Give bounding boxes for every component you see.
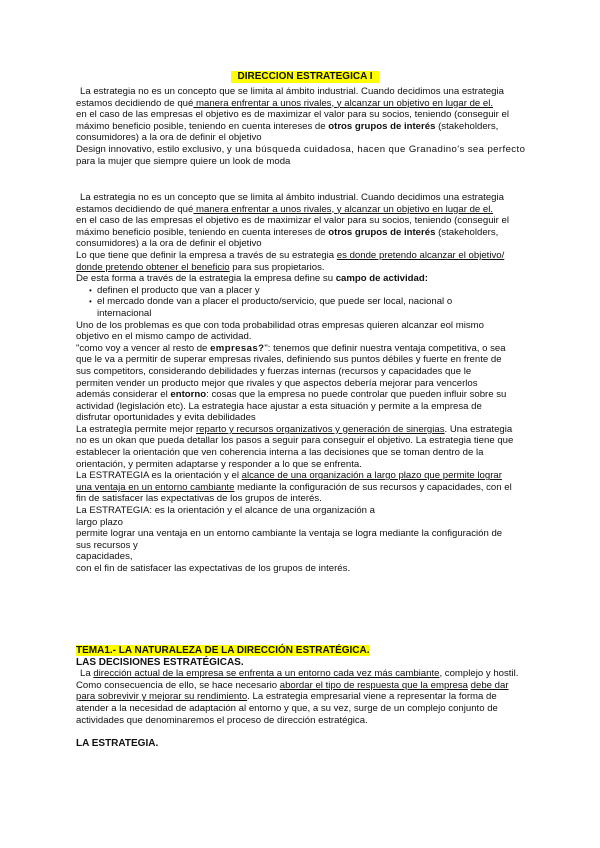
text-span: , complejo y hostil. — [439, 668, 519, 680]
underlined-text: alcance de una organización a largo plazo que permite lograr — [241, 470, 502, 482]
text-line: actividades que denominaremos el proceso de dirección estratégica. — [76, 714, 368, 726]
text-line: establecer la orientación que ven coherencia interna a las decisiones que se toman dentro de la — [76, 447, 484, 459]
bold-text: otros grupos de interés — [328, 120, 436, 132]
bold-text: entorno — [170, 389, 207, 401]
text-line: atender a la necesidad de adaptación al entorno y que, a su vez, surge de un complejo conjunto de — [76, 702, 498, 714]
text-span: para sus propietarios. — [229, 261, 325, 273]
text-line: largo plazo — [76, 516, 123, 528]
text-line: disfrutar oportunidades y evita debilidades — [76, 412, 256, 424]
text-line — [76, 144, 536, 156]
text-line — [76, 204, 536, 216]
text-span: Lo que tiene que definir la empresa a través de su estrategia — [76, 249, 337, 261]
text-line: orientación, y permiten adaptarse y responder a lo que se enfrenta. — [76, 458, 362, 470]
text-span: ": tenemos que definir nuestra ventaja competitiva, o sea — [264, 342, 506, 354]
title-row — [0, 71, 600, 83]
text-line: sus recursos y — [76, 539, 138, 551]
underlined-text: reparto y recursos organizativos y generación de sinergias — [195, 423, 445, 435]
final-heading-block — [76, 738, 536, 750]
text-span: . Una estrategia — [444, 423, 513, 435]
text-line: capacidades, — [76, 551, 133, 563]
text-line — [76, 343, 536, 355]
underlined-text: para sobrevivir y mejorar su rendimiento — [76, 691, 248, 703]
text-span: : cosas que la empresa no puede controlar que pueden influir sobre su — [206, 389, 507, 401]
heading-text: LA ESTRATEGIA. — [76, 738, 159, 749]
text-span: Como consecuencia de ello, se hace necesario — [76, 679, 280, 691]
underlined-text: manera enfrentar a unos rivales, y alcanzar un objetivo en lugar de el. — [193, 97, 494, 109]
text-span: Design innovativo, estilo exclusivo, — [76, 143, 227, 155]
section-subheading — [76, 657, 536, 669]
text-span: "como voy a vencer al resto de — [76, 342, 211, 354]
text-line: permiten vender un producto mejor que rivales y que aspectos debería mejorar para vencerlos — [76, 377, 478, 389]
text-line — [76, 691, 536, 703]
text-span: máximo beneficio posible, teniendo en cuenta intereses de — [76, 120, 329, 132]
text-line: en el caso de las empresas el objetivo es de maximizar el valor para su socios, teniendo (conseguir el — [76, 109, 510, 121]
text-line — [76, 98, 536, 110]
section-heading — [76, 645, 536, 657]
text-line — [76, 482, 536, 494]
document-title: DIRECCION ESTRATEGICA I — [231, 71, 378, 83]
text-span: máximo beneficio posible, teniendo en cuenta intereses de — [76, 226, 329, 238]
text-line — [76, 470, 536, 482]
list-item: • definen el producto que van a placer y — [76, 285, 536, 297]
text-line: en el caso de las empresas el objetivo es de maximizar el valor para su socios, teniendo (conseguir el — [76, 215, 510, 227]
underlined-text: dirección actual de la empresa se enfrenta a un entorno cada vez más cambiante — [93, 668, 440, 680]
bold-text: empresas? — [210, 342, 265, 354]
text-line — [76, 250, 536, 262]
tema-heading: TEMA1.- LA NATURALEZA DE LA DIRECCIÓN ESTRATÉGICA. — [76, 645, 370, 656]
intro-paragraph-1 — [76, 86, 536, 167]
list-item — [76, 296, 536, 319]
text-line — [76, 262, 536, 274]
final-heading — [76, 738, 536, 750]
text-line: La estrategia no es un concepto que se limita al ámbito industrial. Cuando decidimos una estrategia — [80, 86, 504, 97]
text-line: para la mujer que siempre quiere un look de moda — [76, 155, 291, 167]
text-line: objetivo en el mismo campo de actividad. — [76, 331, 252, 343]
text-span: La estrategìa permite mejor — [76, 423, 196, 435]
underlined-text: es donde pretendo alcanzar el objetivo/ — [336, 249, 505, 261]
text-span: estamos decidiendo de qué — [76, 203, 194, 215]
tema-section — [76, 645, 536, 726]
text-line: consumidores) a la ora de definir el objetivo — [76, 132, 262, 144]
text-line: La estrategia no es un concepto que se limita al ámbito industrial. Cuando decidimos una estrategia — [80, 192, 504, 203]
body-paragraphs — [76, 192, 536, 575]
underlined-text: manera enfrentar a unos rivales, y alcanzar un objetivo en lugar de el. — [193, 203, 494, 215]
text-line: actividad (legislación etc). La estrategia hace ajustar a esta situación y permite a la empresa de — [76, 400, 482, 412]
activity-bullet-list — [76, 285, 536, 320]
text-span: además considerar el — [76, 389, 171, 401]
text-line — [76, 389, 536, 401]
spaced-text: y una búsqueda cuidadosa, hacen que Granadino's sea perfecto — [226, 143, 526, 155]
text-span: el mercado donde van a placer el producto/servicio, que puede ser local, nacional o — [97, 296, 453, 308]
bold-text: campo de actividad: — [335, 273, 428, 285]
text-line: consumidores) a la ora de definir el objetivo — [76, 238, 262, 250]
underlined-text: debe dar — [470, 679, 509, 691]
text-span: (stakeholders, — [435, 120, 499, 132]
underlined-text: abordar el tipo de respuesta que la empresa — [279, 679, 468, 691]
text-line: Uno de los problemas es que con toda probabilidad otras empresas quieren alcanzar eol mismo — [76, 319, 484, 331]
text-span: (stakeholders, — [435, 226, 499, 238]
text-line: La ESTRATEGIA: es la orientación y el alcance de una organización a — [76, 505, 375, 517]
text-line — [76, 227, 536, 239]
text-span: La ESTRATEGIA es la orientación y el — [76, 470, 242, 482]
underlined-text: donde pretendo obtener el beneficio — [76, 261, 230, 273]
text-line: no es un okan que pueda detallar los pasos a seguir para conseguir el objetivo. La estrategia tiene que — [76, 435, 514, 447]
text-line: que le va a permitir de superar empresas rivales, definiendo sus puntos débiles y fuerte en frente de — [76, 354, 502, 366]
text-line: fin de satisfacer las expectativas de los grupos de interés. — [76, 493, 322, 505]
underlined-text: una ventaja en un entorno cambiante — [76, 481, 235, 493]
text-line — [76, 680, 536, 692]
bold-text: otros grupos de interés — [328, 226, 436, 238]
text-line — [76, 121, 536, 133]
subheading-text: LAS DECISIONES ESTRATÉGICAS. — [76, 656, 244, 668]
text-line: con el fin de satisfacer las expectativas de los grupos de interés. — [76, 563, 351, 574]
text-span: . La estrategia empresarial viene a representar la forma de — [247, 691, 497, 703]
text-line — [76, 273, 536, 285]
text-line — [76, 668, 536, 680]
text-span: mediante la configuración de sus recursos y capacidades, con el — [234, 481, 512, 493]
text-line: permite lograr una ventaja en un entorno cambiante la ventaja se logra mediante la configuración de — [76, 528, 503, 540]
text-span: De esta forma a través de la estrategia la empresa define su — [76, 273, 336, 285]
text-line: sus competitors, considerando debilidades y fuerzas internas (recursos y capacidades que le — [76, 365, 472, 377]
text-span: La — [80, 668, 94, 680]
text-line — [76, 424, 536, 436]
text-span: internacional — [97, 307, 152, 319]
text-span: estamos decidiendo de qué — [76, 97, 194, 109]
